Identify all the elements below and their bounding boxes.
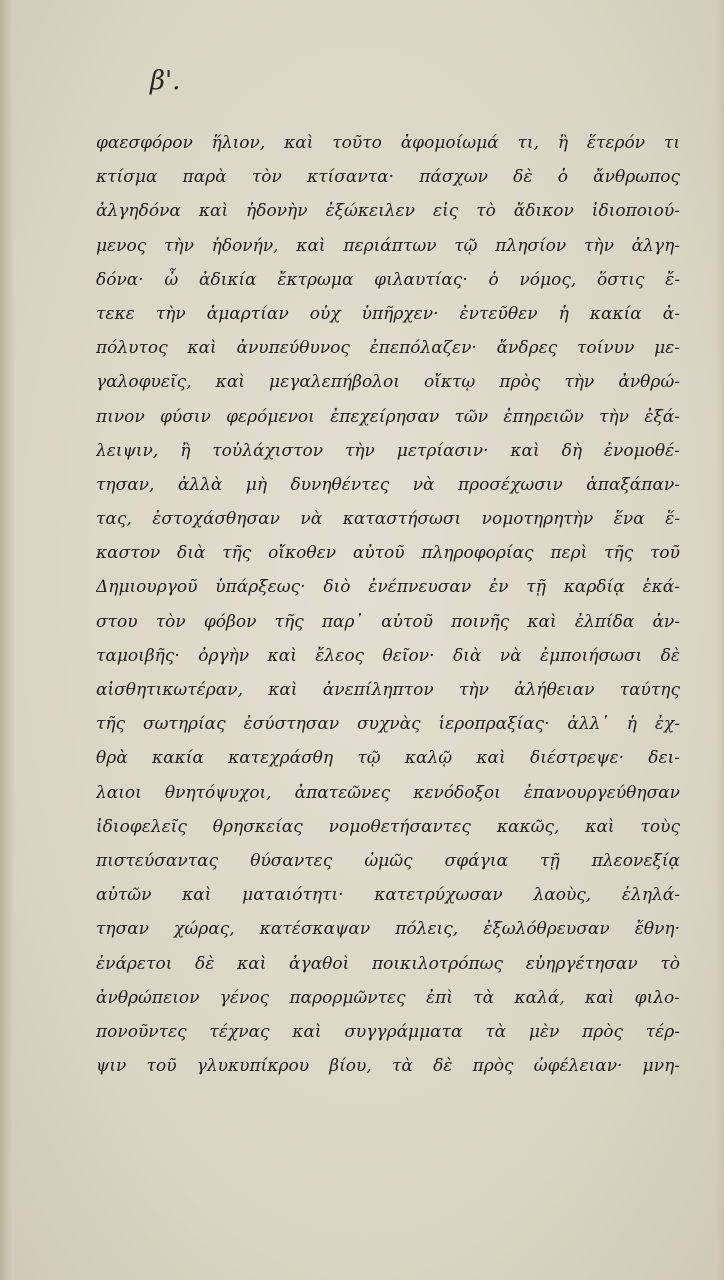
text-line-15: στου τὸν φόβον τῆς παρ᾽ αὐτοῦ ποινῆς καὶ ἐλπίδα ἀν- xyxy=(96,611,680,632)
text-line-11: τησαν, ἀλλὰ μὴ δυνηθέντες νὰ προσέχωσιν ἁπαξάπαν- xyxy=(96,474,680,495)
text-line-5: δόνα· ὦ ἀδικία ἔκτρωμα φιλαυτίας· ὁ νόμος, ὅστις ἔ- xyxy=(96,269,680,290)
text-line-3: ἀλγηδόνα καὶ ἡδονὴν ἐξώκειλεν εἰς τὸ ἄδικον ἰδιοποιού- xyxy=(96,201,680,222)
text-line-18: τῆς σωτηρίας ἐσύστησαν συχνὰς ἱεροπραξίας· ἀλλ᾽ ἡ ἐχ- xyxy=(96,714,680,735)
text-line-8: γαλοφυεῖς, καὶ μεγαλεπήβολοι οἴκτῳ πρὸς τὴν ἀνθρώ- xyxy=(96,372,680,393)
text-line-17: αἰσθητικωτέραν, καὶ ἀνεπίληπτον τὴν ἀλήθειαν ταύτης xyxy=(96,680,680,700)
text-line-23: αὐτῶν καὶ ματαιότητι· κατετρύχωσαν λαοὺς, ἐληλά- xyxy=(96,885,680,906)
text-line-28: ψιν τοῦ γλυκυπίκρου βίου, τὰ δὲ πρὸς ὠφέλειαν· μνη- xyxy=(96,1056,680,1077)
text-line-9: πινον φύσιν φερόμενοι ἐπεχείρησαν τῶν ἐπηρειῶν τὴν ἐξά- xyxy=(96,406,680,427)
text-line-27: πονοῦντες τέχνας καὶ συγγράμματα τὰ μὲν πρὸς τέρ- xyxy=(96,1021,680,1042)
text-line-7: πόλυτος καὶ ἀνυπεύθυνος ἐπεπόλαζεν· ἄνδρες τοίνυν με- xyxy=(96,338,680,359)
text-line-2: κτίσμα παρὰ τὸν κτίσαντα· πάσχων δὲ ὁ ἄνθρωπος xyxy=(96,167,680,188)
text-line-4: μενος τὴν ἡδονήν, καὶ περιάπτων τῷ πλησίον τὴν ἀλγη- xyxy=(96,235,680,256)
text-line-16: ταμοιβῆς· ὀργὴν καὶ ἔλεος θεῖον· διὰ νὰ ἐμποιήσωσι δὲ xyxy=(96,645,680,666)
text-line-10: λειψιν, ἢ τοὐλάχιστον τὴν μετρίασιν· καὶ δὴ ἐνομοθέ- xyxy=(96,440,680,461)
text-line-12: τας, ἐστοχάσθησαν νὰ καταστήσωσι νομοτηρητὴν ἕνα ἕ- xyxy=(96,509,680,530)
text-line-1: φαεσφόρον ἥλιον, καὶ τοῦτο ἀφομοίωμά τι, ἢ ἕτερόν τι xyxy=(96,133,680,153)
text-line-20: λαιοι θνητόψυχοι, ἀπατεῶνες κενόδοξοι ἐπανουργεύθησαν xyxy=(96,782,680,803)
text-line-19: θρὰ κακία κατεχράσθη τῷ καλῷ καὶ διέστρεψε· δει- xyxy=(96,748,680,769)
signature-mark: β'. xyxy=(150,66,181,96)
text-line-25: ἐνάρετοι δὲ καὶ ἀγαθοὶ ποικιλοτρόπως εὐηργέτησαν τὸ xyxy=(96,953,680,974)
body-text xyxy=(96,126,680,1083)
text-line-6: τεκε τὴν ἁμαρτίαν οὐχ ὑπῆρχεν· ἐντεῦθεν ἡ κακία ἀ- xyxy=(96,303,680,324)
page-edge-shadow xyxy=(716,0,724,1280)
page-gutter-shadow xyxy=(0,0,14,1280)
text-line-14: Δημιουργοῦ ὑπάρξεως· διὸ ἐνέπνευσαν ἐν τῇ καρδίᾳ ἑκά- xyxy=(96,577,680,598)
text-line-13: καστον διὰ τῆς οἴκοθεν αὐτοῦ πληροφορίας περὶ τῆς τοῦ xyxy=(96,543,680,564)
text-line-22: πιστεύσαντας θύσαντες ὠμῶς σφάγια τῇ πλεονεξίᾳ xyxy=(96,850,680,871)
text-line-26: ἀνθρώπειον γένος παρορμῶντες ἐπὶ τὰ καλά, καὶ φιλο- xyxy=(96,987,680,1008)
text-line-24: τησαν χώρας, κατέσκαψαν πόλεις, ἐξωλόθρευσαν ἔθνη· xyxy=(96,919,680,940)
text-line-21: ἰδιοφελεῖς θρησκείας νομοθετήσαντες κακῶς, καὶ τοὺς xyxy=(96,816,680,837)
